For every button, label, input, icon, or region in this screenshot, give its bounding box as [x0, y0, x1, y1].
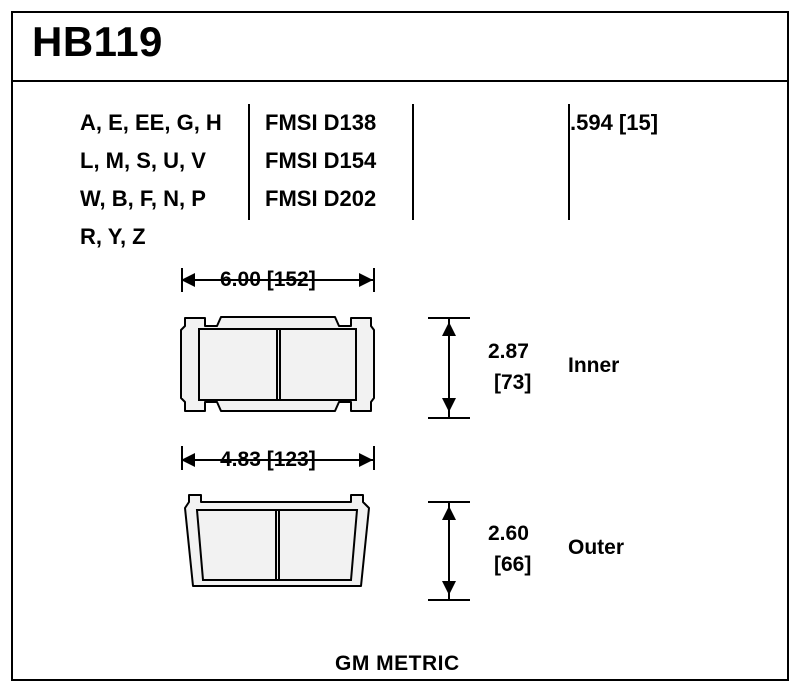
compound-row: L, M, S, U, V — [80, 148, 206, 173]
outer-height-arrow-down — [442, 581, 456, 595]
table-divider-2 — [412, 104, 414, 220]
table-divider-1 — [248, 104, 250, 220]
outer-height-mm-label: [66] — [494, 553, 532, 576]
outer-height-extension-bottom — [428, 599, 470, 601]
outer-height-extension-top — [428, 501, 470, 503]
application-label: GM METRIC — [335, 652, 460, 675]
frame-border-top — [11, 11, 789, 13]
inner-height-arrow-down — [442, 398, 456, 412]
outer-width-extension-right — [373, 446, 375, 470]
frame-border-right — [787, 11, 789, 681]
header-divider — [11, 80, 789, 82]
table-divider-3 — [568, 104, 570, 220]
outer-width-arrow-left — [181, 453, 195, 467]
outer-width-arrow-right — [359, 453, 373, 467]
fmsi-row: FMSI D202 — [265, 186, 377, 211]
outer-height-inches-label: 2.60 — [488, 522, 529, 545]
inner-height-extension-bottom — [428, 417, 470, 419]
part-number: HB119 — [32, 18, 163, 65]
inner-width-arrow-left — [181, 273, 195, 287]
outer-brake-pad-shape — [175, 490, 380, 598]
inner-brake-pad-shape — [175, 312, 380, 420]
inner-width-label: 6.00 [152] — [220, 268, 316, 291]
outer-pad-label: Outer — [568, 536, 625, 559]
inner-pad-label: Inner — [568, 354, 620, 377]
compound-row: R, Y, Z — [80, 224, 146, 249]
compound-row: A, E, EE, G, H — [80, 110, 222, 135]
fmsi-row: FMSI D154 — [265, 148, 377, 173]
inner-height-arrow-up — [442, 322, 456, 336]
compound-row: W, B, F, N, P — [80, 186, 206, 211]
inner-height-inches-label: 2.87 — [488, 340, 529, 363]
outer-height-arrow-up — [442, 506, 456, 520]
thickness-column — [570, 104, 720, 142]
inner-height-extension-top — [428, 317, 470, 319]
frame-border-bottom — [11, 679, 789, 681]
outer-width-label: 4.83 [123] — [220, 448, 316, 471]
frame-border-left — [11, 11, 13, 681]
fmsi-column — [265, 104, 425, 218]
inner-width-arrow-right — [359, 273, 373, 287]
inner-height-mm-label: [73] — [494, 371, 532, 394]
thickness-row: .594 [15] — [570, 110, 659, 135]
fmsi-row: FMSI D138 — [265, 110, 377, 135]
compound-column — [80, 104, 235, 256]
